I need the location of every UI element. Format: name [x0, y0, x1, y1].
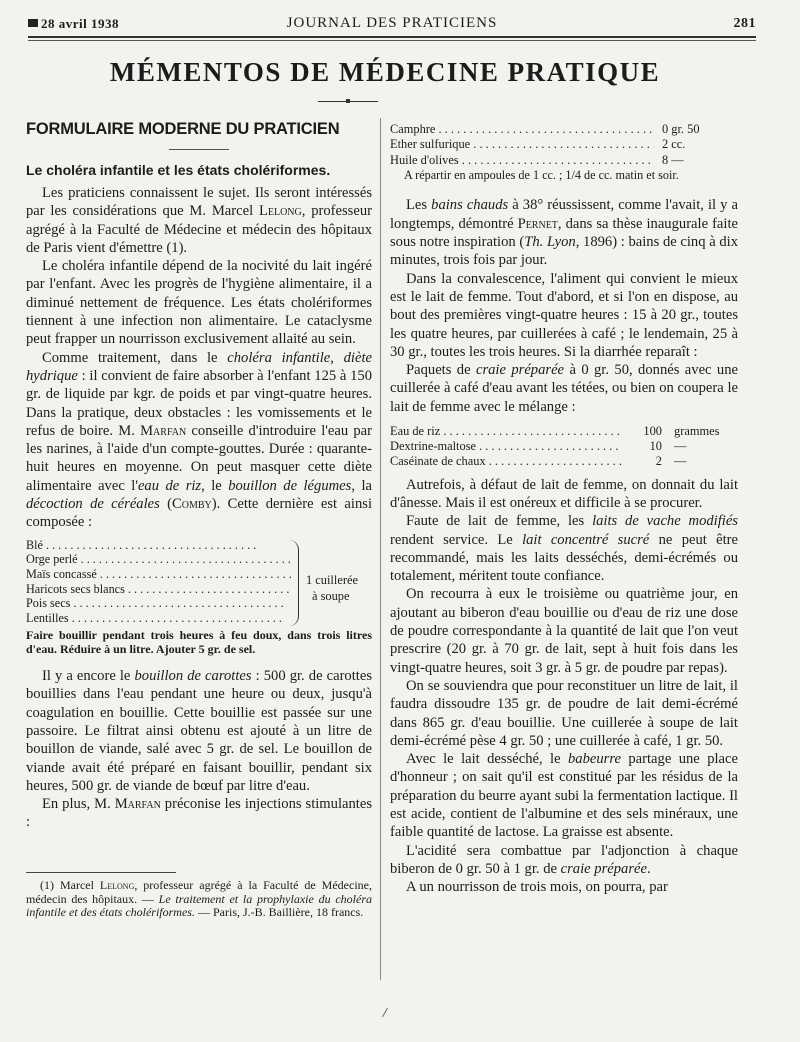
footnote: (1) Marcel Lelong, professeur agrégé à la Faculté de Médecine, médecin des hôpitaux. — Le traitement et la prophylaxie du choléra infantile et des états cholériformes. — Paris, J.-B. Baillière, 18 francs.: [26, 877, 372, 920]
ingredient: Huile d'olives . . . 8 —: [390, 153, 738, 168]
section-title: FORMULAIRE MODERNE DU PRATICIEN: [26, 120, 340, 138]
issue-date: 28 avril 1938: [28, 16, 119, 32]
journal-name: JOURNAL DES PRATICIENS: [286, 15, 498, 31]
ingredient: Blé . . .: [26, 538, 291, 553]
paragraph: On se souviendra que pour reconstituer un litre de lait, il faudra dissoudre 135 gr. de poudre de lait demi-écrémé dans 865 gr. d'eau bouillie. Une cuillerée à soupe de lait demi-écrémé pèse 4 gr. 50 ; une cuillerée à café, 1 gr. 50.: [390, 677, 738, 749]
paragraph: Il y a encore le bouillon de carottes : 500 gr. de carottes bouillies dans l'eau pendant une heure ou deux, jusqu'à coagulation en bouillie. Cette bouillie est passée sur une passoire. Le filtrat ainsi obtenu est ajouté à un litre de bouillon de viande, salé avec 5 gr. de sel. Le bouillon de viande avait été préparé en faisant bouillir, pendant six heures, 500 gr. de viande de bœuf par litre d'eau.: [26, 668, 372, 794]
right-column: [390, 122, 738, 896]
paragraph: Autrefois, à défaut de lait de femme, on donnait du lait d'ânesse. Mais il est onéreux et difficile à se procurer.: [390, 476, 738, 511]
paragraph: Les bains chauds à 38° réussissent, comme l'avait, il y a longtemps, démontré Pernet, dans sa thèse inaugurale faite sous notre inspiration (Th. Lyon, 1896) : bains de cinq à dix minutes, trois fois par jour.: [390, 197, 738, 269]
header-rule: [28, 36, 756, 38]
ingredient: Caséinate de chaux . . . 2 —: [390, 454, 738, 469]
title-divider-dot: [346, 99, 350, 103]
paragraph: A un nourrisson de trois mois, on pourra, par: [406, 879, 668, 896]
ingredient: Dextrine-maltose . . . 10 —: [390, 439, 738, 454]
ingredient: Eau de riz . . . 100 grammes: [390, 424, 738, 439]
ingredient: Orge perlé . . .: [26, 552, 291, 567]
paragraph: En plus, M. Marfan préconise les injections stimulantes :: [26, 796, 372, 831]
recipe-instructions: Faire bouillir pendant trois heures à feu doux, dans trois litres d'eau. Réduire à un litre. Ajouter 5 gr. de sel.: [26, 627, 372, 657]
cereal-recipe: [26, 538, 372, 626]
recipe-instructions: A répartir en ampoules de 1 cc. ; 1/4 de cc. matin et soir.: [404, 167, 679, 182]
footnote-rule: [26, 872, 176, 873]
paragraph: Les praticiens connaissent le sujet. Ils seront intéressés par les considérations que M. Marcel Lelong, professeur agrégé à la Faculté de Médecine et médecin des hôpitaux de Paris vient d'émettre (1).: [26, 185, 372, 256]
injection-recipe: [390, 122, 738, 168]
ingredient: Haricots secs blancs . . .: [26, 582, 291, 597]
running-header: [28, 14, 756, 32]
page-number: 281: [733, 16, 756, 31]
ingredient: Ether sulfurique . . . 2 cc.: [390, 137, 738, 152]
header-rule-thin: [28, 40, 756, 41]
paragraph: Avec le lait desséché, le babeurre partage une place d'honneur ; on sait qu'il est constitué par les résidus de la préparation du beurre ayant subi la fermentation lactique. Il est acide, contient de l'albumine et des sels minéraux, une faible quantité de lactose. La graisse est absente.: [390, 751, 738, 841]
page-title: MÉMENTOS DE MÉDECINE PRATIQUE: [109, 57, 661, 87]
brace: [288, 540, 299, 626]
column-divider: [380, 118, 381, 980]
ingredient: Maïs concassé . . .: [26, 567, 291, 582]
mixture-recipe: [390, 424, 738, 470]
section-divider: [169, 149, 229, 150]
paragraph: L'acidité sera combattue par l'adjonction à chaque biberon de 0 gr. 50 à 1 gr. de craie préparée.: [390, 842, 738, 877]
left-column: [26, 120, 372, 920]
paragraph: Faute de lait de femme, les laits de vache modifiés rendent service. Le lait concentré sucré ne peut être recommandé, mais les laits desséchés, demi-écrémés ou totalement, méritent toute confiance.: [390, 513, 738, 585]
article-subtitle: Le choléra infantile et les états cholériformes.: [26, 162, 331, 178]
recipe-dose: 1 cuillerée à soupe: [306, 572, 358, 603]
paragraph: Dans la convalescence, l'aliment qui convient le mieux est le lait de femme. Tout d'abord, et si l'on en dispose, au bout des premières vingt-quatre heures : 15 à 20 gr., toutes les quatre heures, par cuillerées à café ; le lendemain, 25 à 30 gr., toutes les trois heures. Si la diarrhée reparaît :: [390, 270, 738, 360]
printer-mark: [382, 1008, 388, 1017]
paragraph: Le choléra infantile dépend de la nocivité du lait ingéré par l'enfant. Avec les progrès de l'hygiène alimentaire, il a diminué nettement de fréquence. Les états cholériformes tiennent à une infection non alimentaire. Le cataclysme peut frapper un nourrisson exclusivement allaité au sein.: [26, 258, 372, 348]
paragraph: On recourra à eux le troisième ou quatrième jour, en ajoutant au biberon d'eau bouillie ou d'eau de riz une dose de poudre correspondante à la quantité de lait que l'on veut prescrire (20 gr. à 70 gr. de lait, sept à huit fois dans les vingt-quatre heures, soit 3 gr. à 5 gr. de poudre par repas).: [390, 586, 738, 676]
ingredient: Camphre . . . 0 gr. 50: [390, 122, 738, 137]
ingredient: Lentilles . . .: [26, 611, 291, 626]
ingredient: Pois secs . . .: [26, 596, 291, 611]
paragraph: Paquets de craie préparée à 0 gr. 50, donnés avec une cuillerée à café d'eau avant les tétées, ou bien on coupera le lait de femme avec le mélange :: [390, 362, 738, 415]
paragraph: Comme traitement, dans le choléra infantile, diète hydrique : il convient de faire absorber à l'enfant 125 à 150 gr. de liquide par kgr. de poids et par vingt-quatre heures. Dans la pratique, deux obstacles : les vomissements et le refus de boire. M. Marfan conseille d'introduire l'eau par les narines, à l'aide d'un compte-gouttes. Durée : quarante-huit heures en moyenne. On peut masquer cette diète alimentaire avec l'eau de riz, le bouillon de légumes, la décoction de céréales (Comby). Cette dernière est ainsi composée :: [26, 349, 372, 531]
